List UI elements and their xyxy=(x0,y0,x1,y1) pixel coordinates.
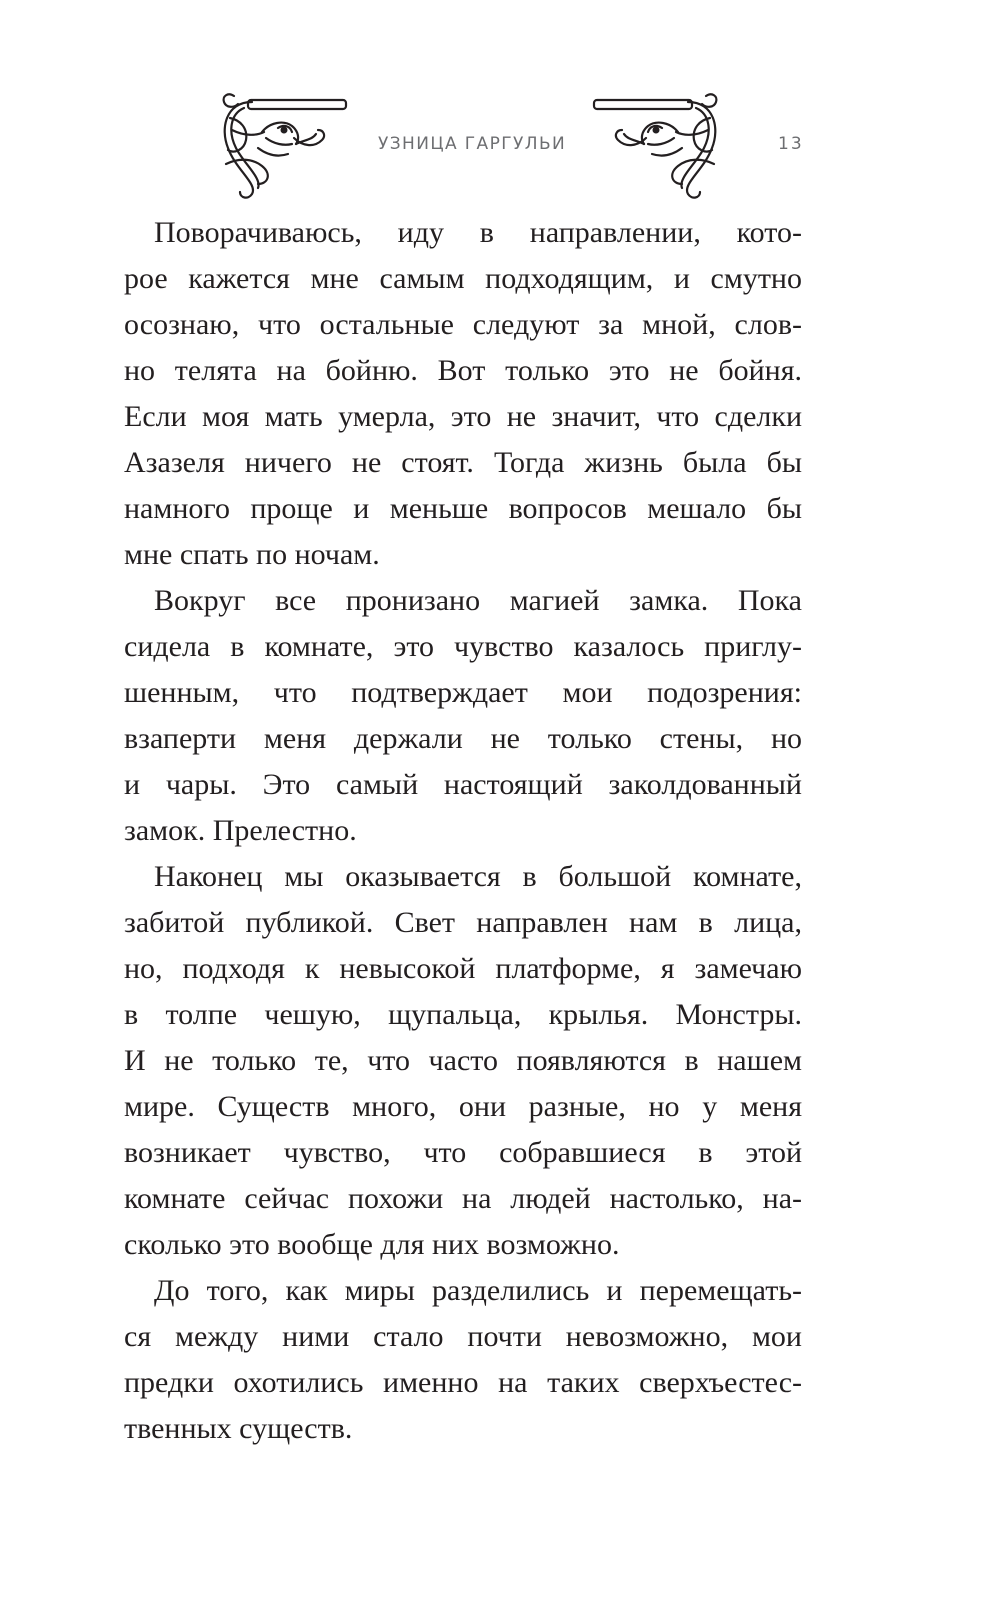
text-line: И не только те, что часто появляются в нашем xyxy=(124,1044,802,1077)
text-line: Азазеля ничего не стоят. Тогда жизнь была бы xyxy=(124,446,802,479)
text-line: Вокруг все пронизано магией замка. Пока xyxy=(154,584,802,617)
text-line: твенных существ. xyxy=(124,1412,353,1445)
text-line: шенным, что подтверждает мои подозрения: xyxy=(124,676,802,709)
text-line: предки охотились именно на таких сверхъестес- xyxy=(124,1366,802,1399)
body-text xyxy=(124,210,802,1452)
celtic-knot-beast-icon xyxy=(590,88,722,200)
text-line: Наконец мы оказывается в большой комнате, xyxy=(154,860,802,893)
page-header xyxy=(0,0,1000,220)
page-number: 13 xyxy=(778,134,804,154)
text-line: комнате сейчас похожи на людей настолько, на- xyxy=(124,1182,802,1215)
text-line: взаперти меня держали не только стены, но xyxy=(124,722,802,755)
text-line: замок. Прелестно. xyxy=(124,814,357,847)
text-line: мне спать по ночам. xyxy=(124,538,380,571)
text-line: ся между ними стало почти невозможно, мои xyxy=(124,1320,802,1353)
paragraph xyxy=(124,210,802,578)
text-line: но, подходя к невысокой платформе, я замечаю xyxy=(124,952,802,985)
paragraph xyxy=(124,578,802,854)
text-line: и чары. Это самый настоящий заколдованный xyxy=(124,768,802,801)
text-line: осознаю, что остальные следуют за мной, слов- xyxy=(124,308,802,341)
running-title: УЗНИЦА ГАРГУЛЬИ xyxy=(378,134,567,154)
text-line: забитой публикой. Свет направлен нам в лица, xyxy=(124,906,802,939)
text-line: но телята на бойню. Вот только это не бойня. xyxy=(124,354,802,387)
text-line: сколько это вообще для них возможно. xyxy=(124,1228,620,1261)
text-line: намного проще и меньше вопросов мешало бы xyxy=(124,492,802,525)
text-line: в толпе чешую, щупальца, крылья. Монстры. xyxy=(124,998,802,1031)
text-line: Если моя мать умерла, это не значит, что сделки xyxy=(124,400,802,433)
paragraph xyxy=(124,1268,802,1452)
text-line: возникает чувство, что собравшиеся в этой xyxy=(124,1136,802,1169)
celtic-knot-beast-icon xyxy=(218,88,350,200)
text-line: До того, как миры разделились и перемещать- xyxy=(154,1274,802,1307)
text-line: рое кажется мне самым подходящим, и смутно xyxy=(124,262,802,295)
paragraph xyxy=(124,854,802,1268)
text-line: сидела в комнате, это чувство казалось приглу- xyxy=(124,630,802,663)
text-line: Поворачиваюсь, иду в направлении, кото- xyxy=(154,216,802,249)
text-line: мире. Существ много, они разные, но у меня xyxy=(124,1090,802,1123)
